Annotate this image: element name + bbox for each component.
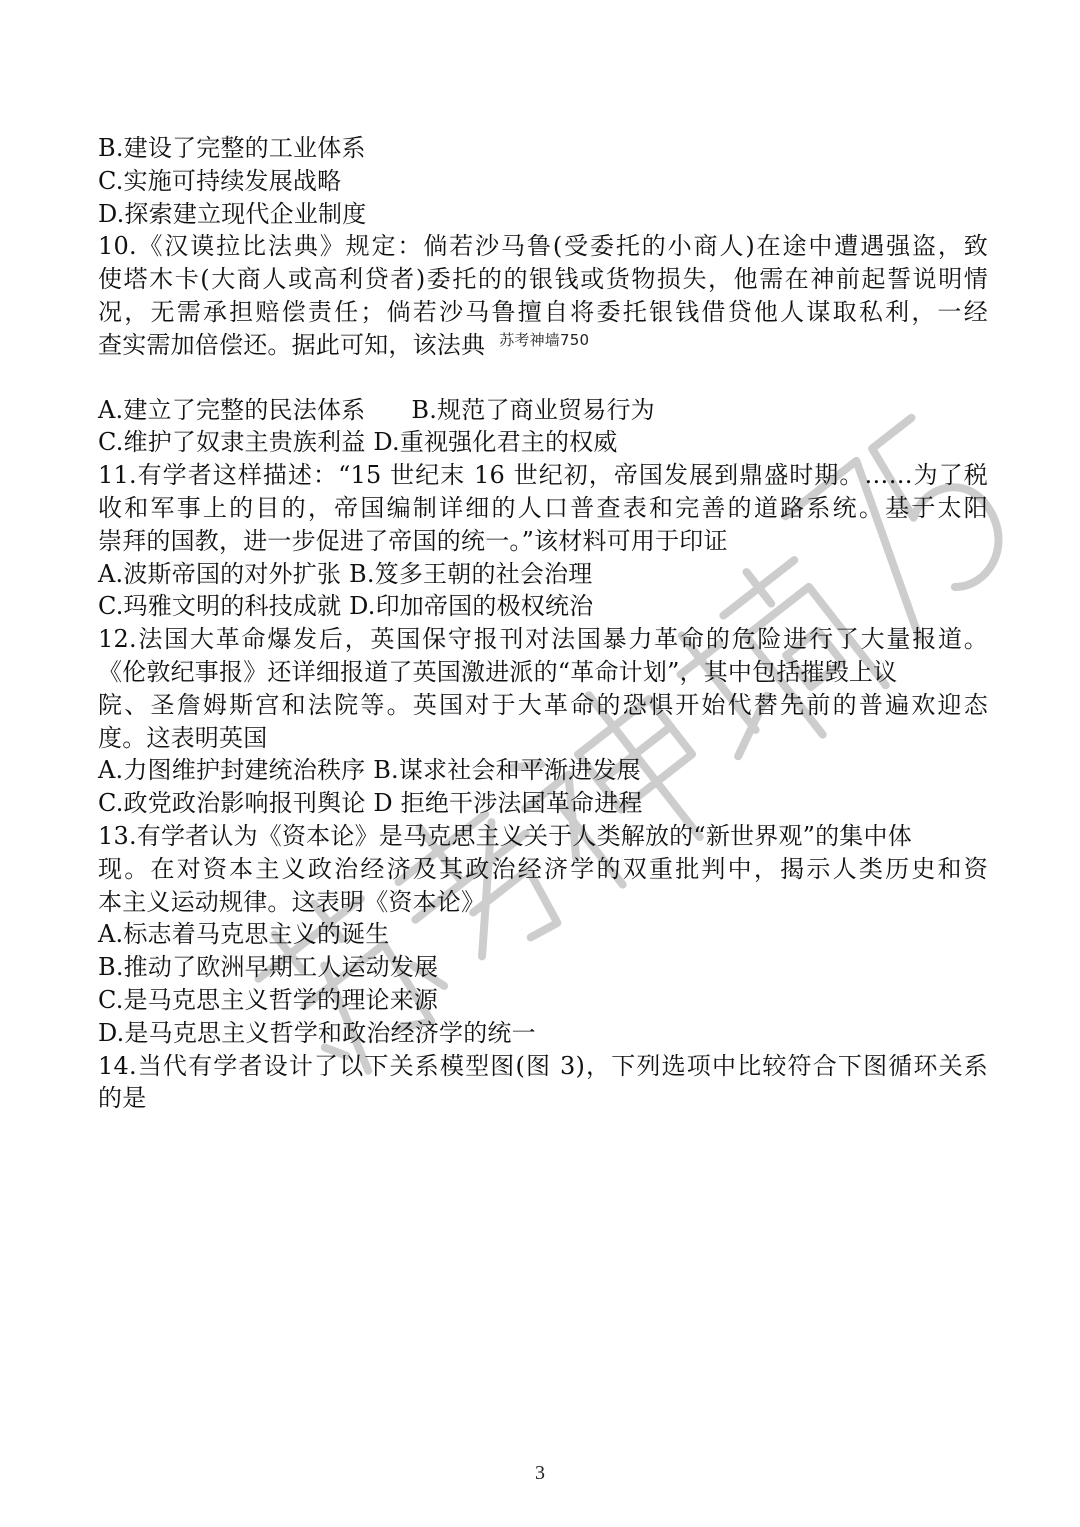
q10-option-b: B.规范了商业贸易行为 [411, 395, 655, 424]
q14-stem-line-2: 的是 [98, 1084, 147, 1113]
q11-options-cd: C.玛雅文明的科技成就 D.印加帝国的极权统治 [98, 592, 594, 621]
q11-stem-line-3: 崇拜的国教，进一步促进了帝国的统一。”该材料可用于印证 [98, 526, 728, 555]
q12-stem-line-3: 院、圣詹姆斯宫和法院等。英国对于大革命的恐惧开始代替先前的普遍欢迎态 [98, 690, 988, 719]
q12-options-ab: A.力图维护封建统治秩序 B.谋求社会和平渐进发展 [98, 756, 641, 785]
q13-option-a: A.标志着马克思主义的诞生 [98, 920, 390, 949]
q10-stem-text: 查实需加倍偿还。据此可知，该法典 [98, 330, 486, 359]
q13-option-d: D.是马克思主义哲学和政治经济学的统一 [98, 1018, 536, 1047]
q13-stem-line-1: 13.有学者认为《资本论》是马克思主义关于人类解放的“新世界观”的集中体 [98, 821, 912, 850]
q10-stem-line-4 [98, 329, 988, 362]
question-content [98, 132, 988, 1115]
q13-stem-line-2: 现。在对资本主义政治经济及其政治经济学的双重批判中，揭示人类历史和资 [98, 854, 988, 883]
q10-options-ab [98, 394, 988, 427]
q12-stem-line-4: 度。这表明英国 [98, 723, 268, 752]
q13-option-c: C.是马克思主义哲学的理论来源 [98, 985, 439, 1014]
q10-options-cd: C.维护了奴隶主贵族利益 D.重视强化君主的权威 [98, 428, 618, 457]
q10-stem-line-1: 10.《汉谟拉比法典》规定：倘若沙马鲁(受委托的小商人)在途中遭遇强盗，致 [98, 232, 988, 261]
blank-gap [98, 362, 988, 394]
q11-stem-line-1: 11.有学者这样描述：“15 世纪末 16 世纪初，帝国发展到鼎盛时期。……为了税 [98, 461, 988, 490]
q11-options-ab: A.波斯帝国的对外扩张 B.笈多王朝的社会治理 [98, 559, 593, 588]
q13-stem-line-3: 本主义运动规律。这表明《资本论》 [98, 887, 486, 916]
q10-option-a: A.建立了完整的民法体系 [98, 395, 366, 424]
q11-stem-line-2: 收和军事上的目的，帝国编制详细的人口普查表和完善的道路系统。基于太阳 [98, 493, 988, 522]
inline-stamp-text: 苏考神墙750 [499, 330, 590, 349]
option-b-line: B.建设了完整的工业体系 [98, 134, 366, 162]
page-number: 3 [535, 1462, 545, 1484]
q10-stem-line-3: 况，无需承担赔偿责任；倘若沙马鲁擅自将委托银钱借贷他人谋取私利，一经 [98, 297, 988, 326]
q14-stem-line-1: 14.当代有学者设计了以下关系模型图(图 3)，下列选项中比较符合下图循环关系 [98, 1051, 988, 1080]
option-c-line: C.实施可持续发展战略 [98, 166, 342, 195]
option-d-line: D.探索建立现代企业制度 [98, 199, 367, 228]
q12-stem-line-2: 《伦敦纪事报》还详细报道了英国激进派的“革命计划”，其中包括摧毁上议 [98, 657, 898, 686]
q12-stem-line-1: 12.法国大革命爆发后，英国保守报刊对法国暴力革命的危险进行了大量报道。 [98, 625, 988, 654]
q12-options-cd: C.政党政治影响报刊舆论 D 拒绝干涉法国革命进程 [98, 789, 643, 818]
q10-stem-line-2: 使塔木卡(大商人或高利贷者)委托的的银钱或货物损失，他需在神前起誓说明情 [98, 265, 988, 294]
q13-option-b: B.推动了欧洲早期工人运动发展 [98, 953, 439, 982]
